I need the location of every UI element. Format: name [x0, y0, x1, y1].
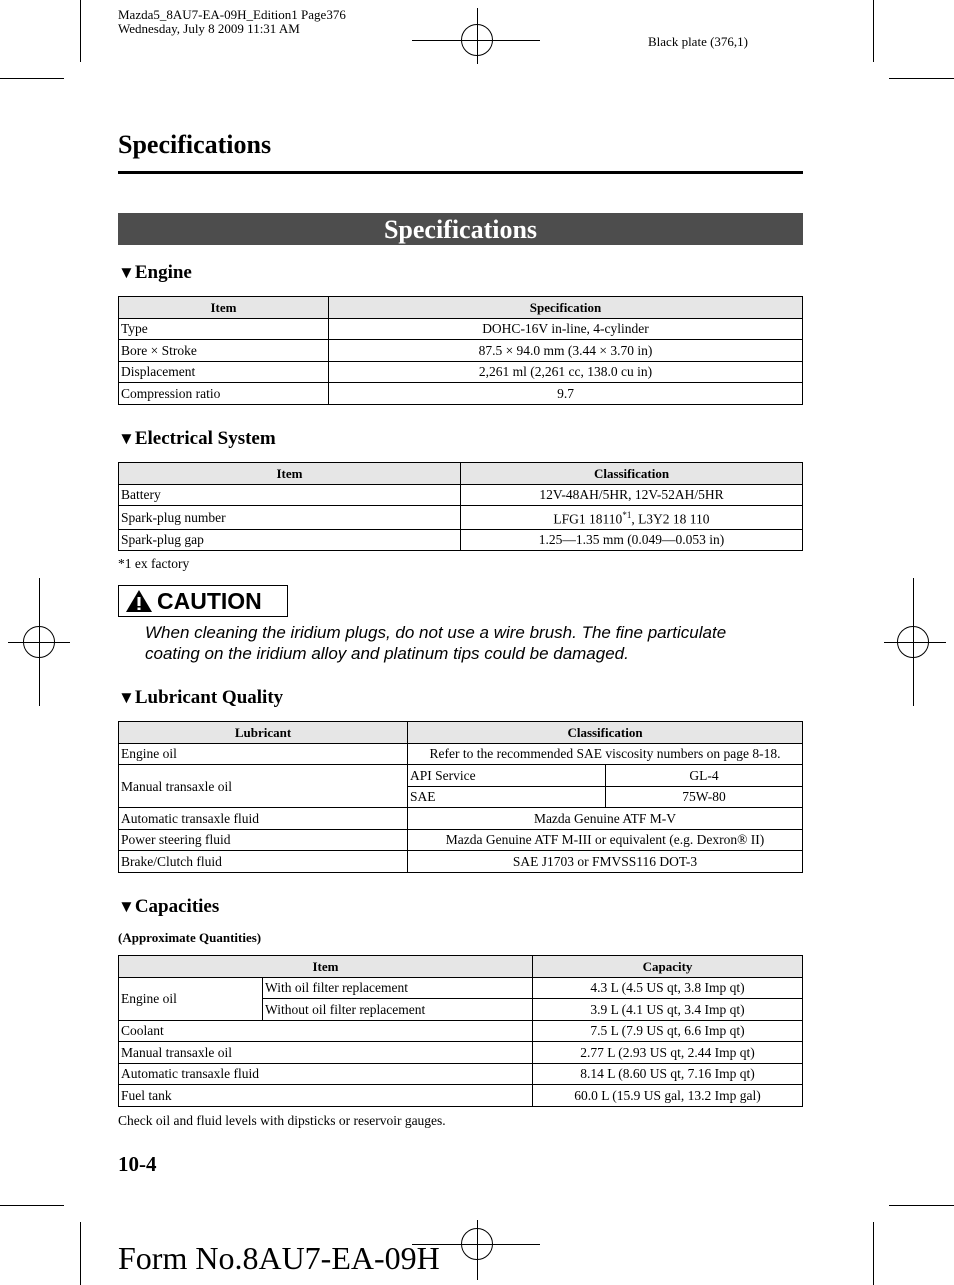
table-row — [119, 1063, 803, 1085]
column-header: Classification — [408, 722, 803, 744]
crop-mark — [873, 1222, 874, 1285]
table-cell: 3.9 L (4.1 US qt, 3.4 Imp qt) — [533, 999, 803, 1021]
caution-label: CAUTION — [157, 587, 262, 614]
table-cell: API Service — [408, 765, 606, 787]
lubricant-table — [118, 721, 803, 873]
engine-heading-text: Engine — [134, 262, 192, 283]
column-header: Capacity — [533, 956, 803, 978]
capacities-note: Check oil and fluid levels with dipsticks or reservoir gauges. — [118, 1113, 446, 1128]
form-number: Form No.8AU7-EA-09H — [118, 1240, 440, 1276]
registration-line — [884, 642, 946, 643]
table-cell: Refer to the recommended SAE viscosity numbers on page 8-18. — [408, 743, 803, 765]
table-cell: Fuel tank — [119, 1085, 533, 1107]
caution-text: When cleaning the iridium plugs, do not use a wire brush. The fine particulate coating on the iridium alloy and platinum tips could be damaged. — [145, 623, 727, 663]
table-cell: Spark-plug gap — [119, 529, 461, 551]
print-header-date: Wednesday, July 8 2009 11:31 AM — [118, 21, 300, 36]
table-cell: 2.77 L (2.93 US qt, 2.44 Imp qt) — [533, 1042, 803, 1064]
table-cell: 7.5 L (7.9 US qt, 6.6 Imp qt) — [533, 1020, 803, 1042]
table-row — [119, 506, 803, 530]
column-header: Specification — [329, 297, 803, 319]
spark-plug-part-2: , L3Y2 18 110 — [631, 511, 710, 527]
table-cell: 60.0 L (15.9 US gal, 13.2 Imp gal) — [533, 1085, 803, 1107]
crop-mark — [889, 1205, 954, 1206]
crop-mark — [889, 78, 954, 79]
caution-box — [118, 585, 288, 617]
table-cell: 75W-80 — [606, 786, 803, 808]
warning-triangle-icon — [125, 589, 153, 613]
table-cell: SAE J1703 or FMVSS116 DOT-3 — [408, 851, 803, 873]
engine-table — [118, 296, 803, 405]
footnote: *1 ex factory — [118, 556, 190, 571]
capacities-table — [118, 955, 803, 1107]
electrical-heading — [118, 428, 276, 450]
electrical-heading-text: Electrical System — [134, 428, 276, 449]
table-cell: Spark-plug number — [119, 506, 461, 530]
table-row — [119, 361, 803, 383]
table-row — [119, 851, 803, 873]
table-cell: With oil filter replacement — [263, 977, 533, 999]
registration-line — [412, 40, 540, 41]
table-cell: DOHC-16V in-line, 4-cylinder — [329, 318, 803, 340]
capacities-heading-text: Capacities — [134, 896, 220, 917]
table-cell: Power steering fluid — [119, 829, 408, 851]
table-row — [119, 340, 803, 362]
registration-line — [39, 578, 40, 706]
column-header: Lubricant — [119, 722, 408, 744]
table-cell: 2,261 ml (2,261 cc, 138.0 cu in) — [329, 361, 803, 383]
capacities-heading — [118, 896, 219, 918]
table-cell: Engine oil — [119, 977, 263, 1020]
table-cell: Automatic transaxle fluid — [119, 808, 408, 830]
column-header: Classification — [461, 463, 803, 485]
table-cell: 8.14 L (8.60 US qt, 7.16 Imp qt) — [533, 1063, 803, 1085]
table-row — [119, 318, 803, 340]
table-row — [119, 808, 803, 830]
table-cell: Without oil filter replacement — [263, 999, 533, 1021]
table-cell: Automatic transaxle fluid — [119, 1063, 533, 1085]
print-header — [118, 8, 346, 36]
table-cell: Battery — [119, 484, 461, 506]
table-cell: Brake/Clutch fluid — [119, 851, 408, 873]
crop-mark — [80, 1222, 81, 1285]
page-title: Specifications — [118, 130, 272, 159]
table-cell: Compression ratio — [119, 383, 329, 405]
page-number: 10-4 — [118, 1152, 157, 1176]
table-cell: SAE — [408, 786, 606, 808]
table-cell: Displacement — [119, 361, 329, 383]
table-cell: 1.25―1.35 mm (0.049―0.053 in) — [461, 529, 803, 551]
column-header: Item — [119, 297, 329, 319]
print-header-file: Mazda5_8AU7-EA-09H_Edition1 Page376 — [118, 7, 346, 22]
table-cell: Type — [119, 318, 329, 340]
down-triangle-icon: ▼ — [118, 688, 135, 707]
crop-mark — [873, 0, 874, 62]
table-cell: Coolant — [119, 1020, 533, 1042]
spark-plug-part-1: LFG1 18110 — [553, 511, 623, 527]
table-row — [119, 383, 803, 405]
table-row — [119, 743, 803, 765]
footnote-marker: *1 — [622, 510, 632, 520]
table-cell: Mazda Genuine ATF M-III or equivalent (e.g. Dexron® II) — [408, 829, 803, 851]
table-cell — [461, 506, 803, 530]
column-header: Item — [119, 956, 533, 978]
section-banner: Specifications — [118, 213, 803, 245]
registration-line — [477, 8, 478, 64]
crop-mark — [0, 1205, 64, 1206]
engine-heading — [118, 262, 192, 284]
table-cell: Bore × Stroke — [119, 340, 329, 362]
down-triangle-icon: ▼ — [118, 263, 135, 282]
lubricant-heading-text: Lubricant Quality — [134, 687, 284, 708]
table-row — [119, 1085, 803, 1107]
table-cell: 9.7 — [329, 383, 803, 405]
lubricant-heading — [118, 687, 283, 709]
table-cell: 4.3 L (4.5 US qt, 3.8 Imp qt) — [533, 977, 803, 999]
registration-line — [913, 578, 914, 706]
table-cell: Mazda Genuine ATF M-V — [408, 808, 803, 830]
column-header: Item — [119, 463, 461, 485]
registration-line — [477, 1220, 478, 1280]
table-row — [119, 829, 803, 851]
crop-mark — [0, 78, 64, 79]
table-row — [119, 484, 803, 506]
table-cell: Manual transaxle oil — [119, 1042, 533, 1064]
title-rule — [118, 171, 803, 174]
table-cell: Engine oil — [119, 743, 408, 765]
down-triangle-icon: ▼ — [118, 429, 135, 448]
table-row — [119, 765, 803, 787]
table-row — [119, 1020, 803, 1042]
table-row — [119, 529, 803, 551]
table-cell: 12V-48AH/5HR, 12V-52AH/5HR — [461, 484, 803, 506]
electrical-table — [118, 462, 803, 551]
down-triangle-icon: ▼ — [118, 897, 135, 916]
table-cell: GL-4 — [606, 765, 803, 787]
table-row — [119, 977, 803, 999]
crop-mark — [80, 0, 81, 62]
table-row — [119, 1042, 803, 1064]
table-cell: 87.5 × 94.0 mm (3.44 × 3.70 in) — [329, 340, 803, 362]
capacities-subheading: (Approximate Quantities) — [118, 930, 262, 945]
black-plate-label: Black plate (376,1) — [648, 34, 748, 49]
table-cell: Manual transaxle oil — [119, 765, 408, 808]
